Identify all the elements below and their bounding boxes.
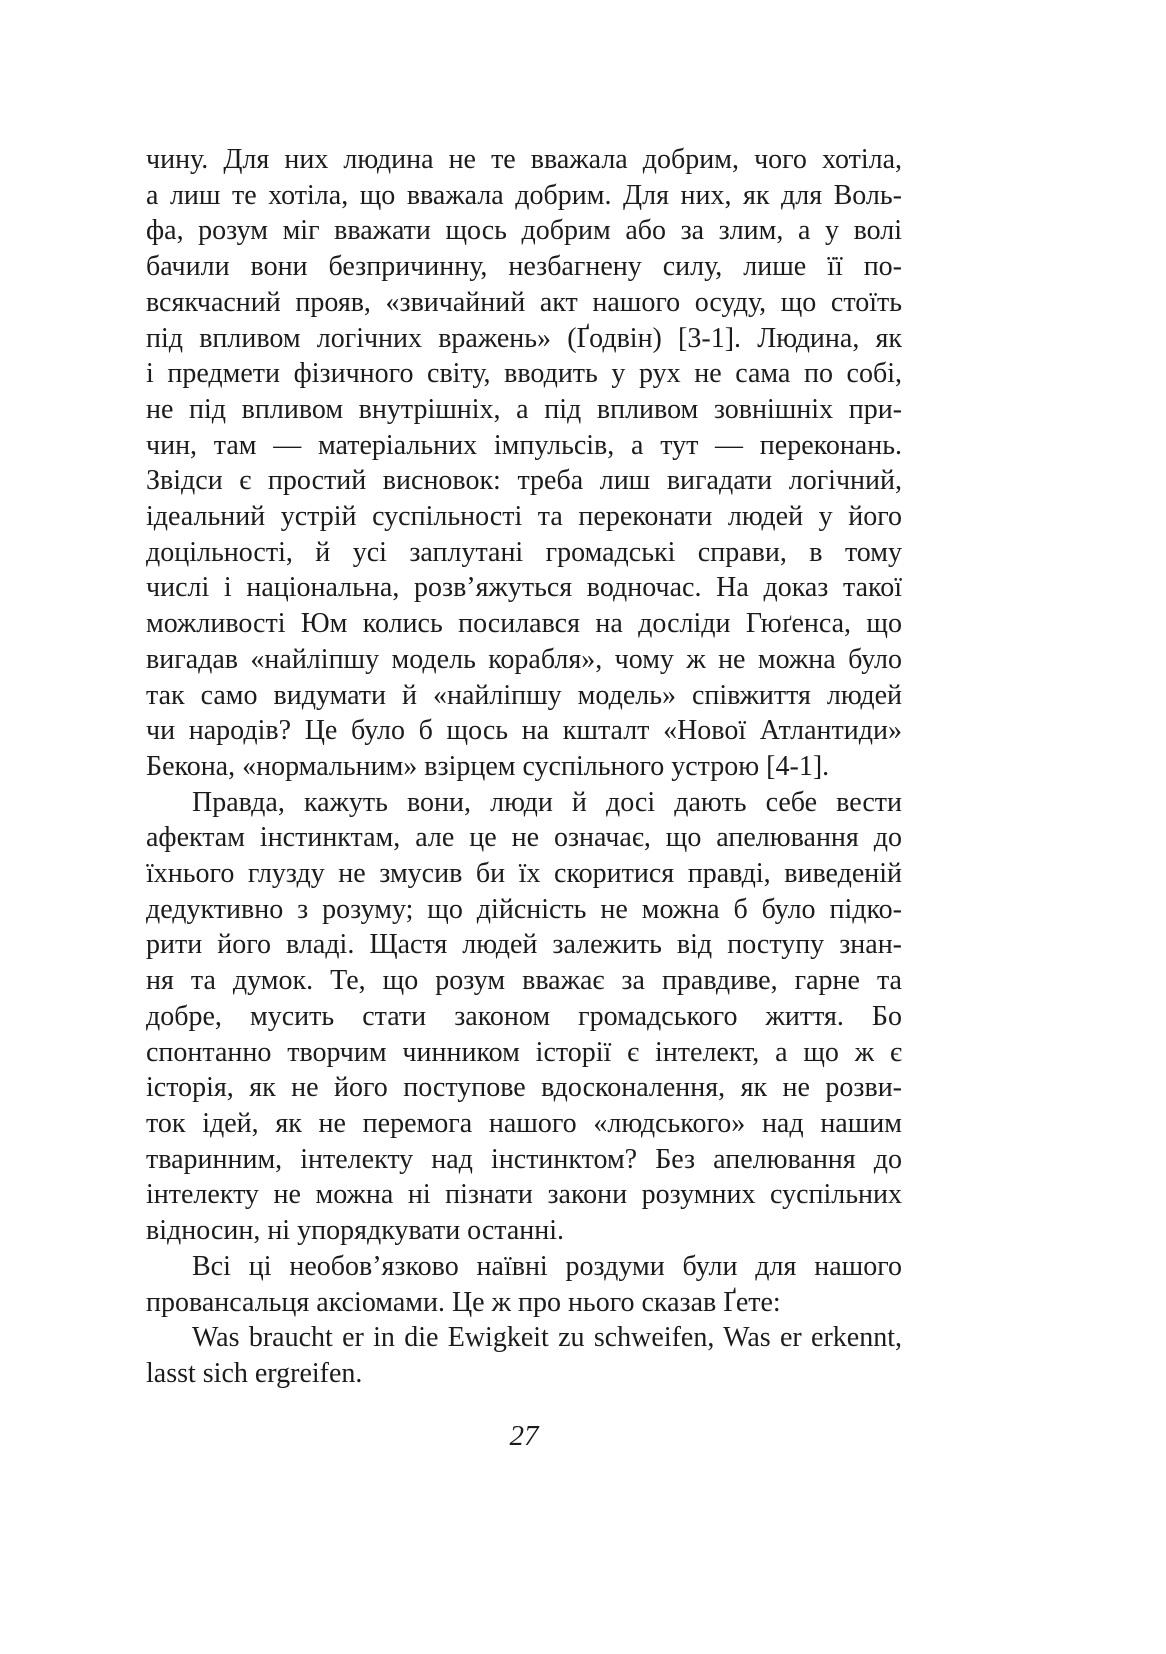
text-line: можливості Юм колись посилався на досліди Гюґенса, що	[146, 608, 902, 640]
paragraph	[146, 1249, 902, 1320]
text-line: провансальця аксіомами. Це ж про нього сказав Ґете:	[146, 1286, 781, 1318]
text-line: чин, там — матеріальних імпульсів, а тут — переконань.	[146, 429, 902, 461]
page-number: 27	[509, 1420, 539, 1452]
text-line: бачили вони безпричинну, незбагнену силу, лише її по-	[146, 251, 902, 283]
text-line: всякчасний прояв, «звичайний акт нашого осуду, що стоїть	[146, 286, 902, 318]
text-line: ня та думок. Те, що розум вважає за правдиве, гарне та	[146, 965, 902, 997]
text-line: спонтанно творчим чинником історії є інтелект, а що ж є	[146, 1036, 902, 1068]
text-line: Звідси є простий висновок: треба лиш вигадати логічний,	[146, 465, 902, 497]
text-line: чи народів? Це було б щось на кшталт «Нової Атлантиди»	[146, 715, 902, 747]
paragraph	[146, 785, 902, 1249]
text-line: Правда, кажуть вони, люди й досі дають себе вести	[192, 786, 902, 818]
paragraph	[146, 1320, 902, 1391]
text-line: а лиш те хотіла, що вважала добрим. Для них, як для Воль-	[146, 179, 902, 211]
text-line: чину. Для них людина не те вважала добрим, чого хотіла,	[146, 144, 902, 175]
text-line: числі і національна, розв’яжуться водночас. На доказ такої	[146, 572, 902, 604]
text-line: ток ідей, як не перемога нашого «людського» над нашим	[146, 1107, 902, 1139]
text-line: ідеальний устрій суспільності та переконати людей у його	[146, 501, 902, 533]
text-line: не під впливом внутрішніх, а під впливом зовнішніх при-	[146, 393, 902, 425]
text-line: дедуктивно з розуму; що дійсність не можна б було підко-	[146, 893, 902, 925]
text-line: фа, розум міг вважати щось добрим або за злим, а у волі	[146, 215, 902, 247]
text-line: афектам інстинктам, але це не означає, що апелювання до	[146, 822, 902, 854]
text-line: інтелекту не можна ні пізнати закони розумних суспільних	[146, 1179, 902, 1211]
text-line: добре, мусить стати законом громадського життя. Бо	[146, 1000, 902, 1032]
text-line: історія, як не його поступове вдосконалення, як не розви-	[146, 1072, 902, 1104]
text-line: рити його владі. Щастя людей залежить від поступу знан-	[146, 929, 902, 961]
text-line: тваринним, інтелекту над інстинктом? Без апелювання до	[146, 1143, 902, 1175]
text-line: доцільності, й усі заплутані громадські справи, в тому	[146, 536, 902, 568]
text-line: під впливом логічних вражень» (Ґодвін) [3-1]. Людина, як	[146, 322, 902, 354]
text-line: lasst sich ergreifen.	[146, 1357, 363, 1389]
paragraph	[146, 142, 902, 785]
text-line: Бекона, «нормальним» взірцем суспільного устрою [4-1].	[146, 750, 830, 782]
text-line: Was braucht er in die Ewigkeit zu schweifen, Was er erkennt,	[192, 1322, 902, 1354]
page-text	[146, 142, 902, 1392]
text-line: так само видумати й «найліпшу модель» співжиття людей	[146, 679, 902, 711]
text-line: і предмети фізичного світу, вводить у рух не сама по собі,	[146, 358, 902, 390]
text-line: відносин, ні упорядкувати останні.	[146, 1215, 565, 1247]
text-line: вигадав «найліпшу модель корабля», чому ж не можна було	[146, 643, 902, 675]
text-line: їхнього глузду не змусив би їх скоритися правді, виведеній	[146, 858, 902, 890]
text-line: Всі ці необов’язково наївні роздуми були для нашого	[192, 1250, 902, 1282]
